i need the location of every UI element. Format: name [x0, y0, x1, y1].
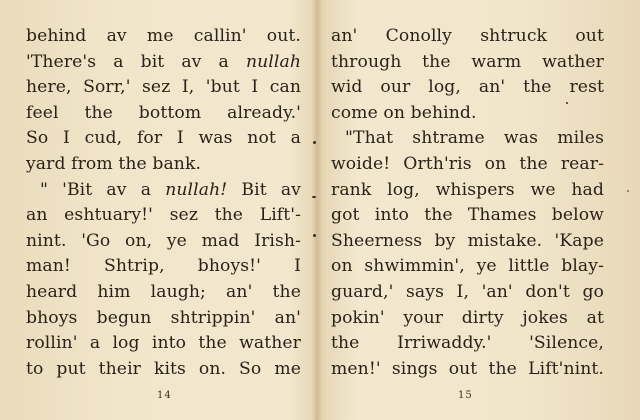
text-line: rank log, whispers we had	[331, 179, 604, 200]
text-line: rollin' a log into the wather	[26, 333, 301, 354]
text-line: heard him laugh; an' the	[26, 281, 301, 302]
page-number-right: 15	[458, 390, 473, 401]
text-line: yard from the bank.	[26, 153, 202, 174]
page-number-left: 14	[157, 390, 172, 401]
right-page	[331, 24, 604, 382]
book-gutter	[312, 0, 322, 420]
italic-word: nullah	[245, 51, 301, 72]
text-line: 'There's a bit av a nullah	[26, 51, 301, 72]
text-line: come on behind.	[331, 102, 477, 123]
text-line: an' Conolly shtruck out	[331, 26, 604, 46]
ink-speck	[313, 141, 316, 144]
text-line: So I cud, for I was not a	[26, 128, 301, 149]
text-line: pokin' your dirty jokes at	[331, 307, 604, 328]
text-line: "That shtrame was miles	[345, 128, 604, 149]
text-line: woide! Orth'ris on the rear-	[331, 153, 604, 174]
text-line: guard,' says I, 'an' don't go	[331, 281, 604, 302]
text-line: an eshtuary!' sez the Lift'-	[26, 205, 301, 226]
ink-speck	[627, 190, 629, 192]
text-line: through the warm wather	[331, 51, 604, 72]
italic-word: nullah!	[165, 179, 228, 200]
text-line: on shwimmin', ye little blay-	[331, 256, 604, 277]
text-line: the Irriwaddy.' 'Silence,	[331, 333, 604, 354]
ink-speck	[313, 234, 316, 237]
ink-speck	[566, 102, 568, 104]
text-line: bhoys begun shtrippin' an'	[26, 307, 301, 328]
ink-speck	[312, 196, 316, 198]
text-line: to put their kits on. So me	[26, 358, 301, 379]
text-line: behind av me callin' out.	[26, 26, 301, 46]
text-line: feel the bottom already.'	[26, 102, 301, 123]
text-line: got into the Thames below	[331, 205, 604, 226]
text-line: men!' sings out the Lift'nint.	[331, 358, 604, 379]
text-line: man! Shtrip, bhoys!' I	[26, 256, 301, 277]
text-line: wid our log, an' the rest	[331, 77, 604, 98]
text-line: nint. 'Go on, ye mad Irish-	[26, 230, 301, 251]
left-page	[26, 24, 301, 382]
text-line: here, Sorr,' sez I, 'but I can	[26, 77, 301, 98]
text-line: Sheerness by mistake. 'Kape	[331, 230, 604, 251]
text-line: " 'Bit av a nullah! Bit av	[40, 179, 301, 200]
